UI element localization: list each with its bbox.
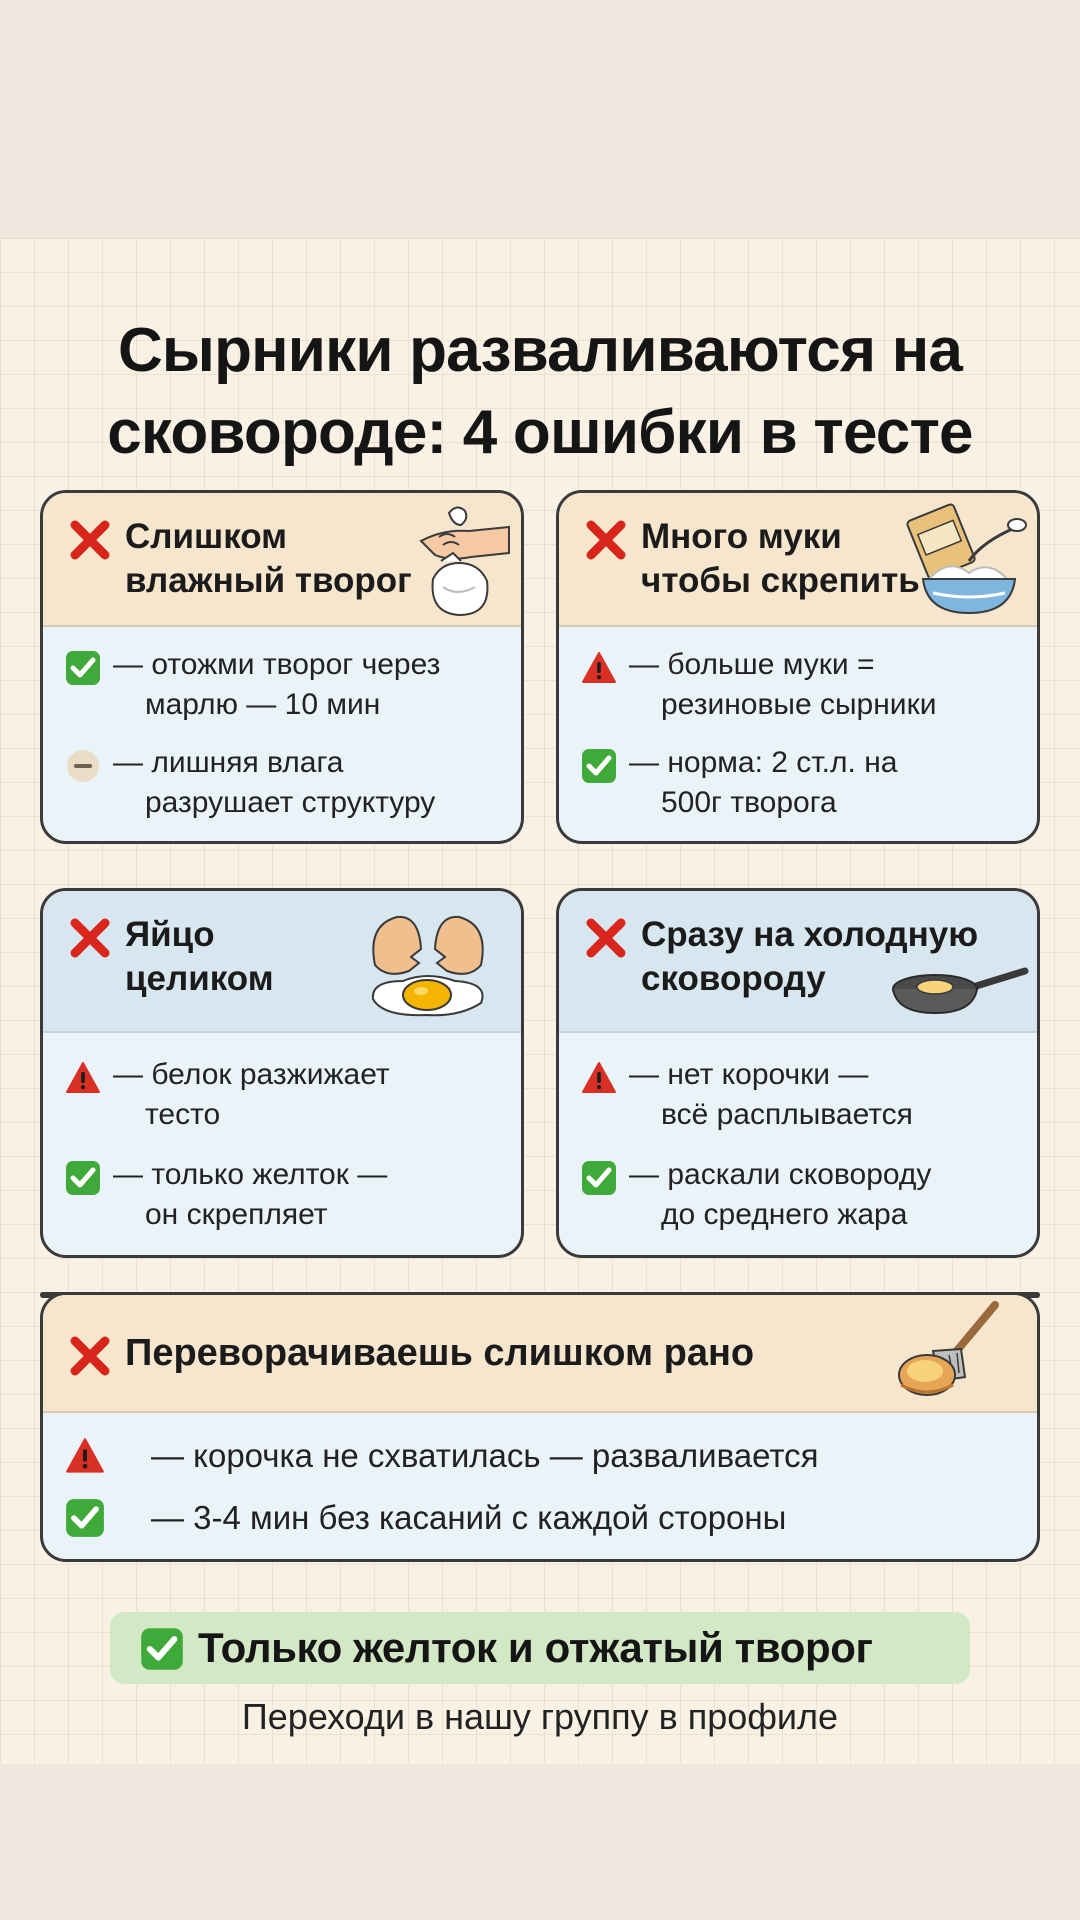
check-icon: [140, 1627, 184, 1671]
mistake-card-too-much-flour: Много муки чтобы скрепить — больше муки = резиновые сырники — норма: 2 ст.л. на 500г творога: [556, 490, 1040, 844]
mistake-card-flip-too-early: [40, 1292, 1040, 1562]
warning-icon: [65, 1060, 101, 1096]
page-title: [40, 310, 1040, 474]
check-icon: [65, 1498, 105, 1538]
check-icon: [581, 748, 617, 784]
title-line-1: Сырники разваливаются на: [117, 316, 963, 385]
card-title: Яйцо целиком: [125, 915, 274, 998]
card-header: [43, 891, 521, 1033]
card-header: [43, 1295, 1037, 1413]
footer-call-to-action: Переходи в нашу группу в профиле: [241, 1696, 839, 1737]
error-x-icon: [583, 517, 629, 563]
card-title: Много муки чтобы скрепить: [641, 517, 920, 600]
check-icon: [65, 650, 101, 686]
hand-squeezing-cheesecloth-icon: [413, 501, 513, 619]
cracked-egg-icon: [363, 905, 493, 1021]
tip-row: — 3-4 мин без касаний с каждой стороны: [65, 1495, 1017, 1541]
card-title: Переворачиваешь слишком рано: [125, 1332, 755, 1374]
card-title: Слишком влажный творог: [125, 517, 412, 600]
warning-icon: [581, 1060, 617, 1096]
mistake-card-cold-pan: Сразу на холодную сковороду — нет корочки — всё расплывается — раскали сковороду до среднего жара: [556, 888, 1040, 1258]
warning-icon: [581, 650, 617, 686]
card-header: [559, 891, 1037, 1033]
summary-banner: [110, 1612, 970, 1684]
mistake-card-whole-egg: Яйцо целиком — белок разжижает тесто — только желток — он скрепляет: [40, 888, 524, 1258]
card-header: [559, 493, 1037, 627]
check-icon: [65, 1160, 101, 1196]
mistake-card-wet-curd: Слишком влажный творог — отожми творог через марлю — 10 мин — лишняя влага разрушает структуру: [40, 490, 524, 844]
card-header: [43, 493, 521, 627]
card-title: Сразу на холодную сковороду: [641, 915, 979, 998]
summary-text: Только желток и отжатый творог: [198, 1624, 873, 1671]
minus-icon: [65, 748, 101, 784]
spatula-pancake-icon: [883, 1299, 1013, 1411]
error-x-icon: [67, 915, 113, 961]
warning-icon: [65, 1436, 105, 1476]
flour-bowl-icon: [899, 501, 1029, 619]
tip-row: — корочка не схватилась — разваливается: [65, 1433, 1017, 1479]
title-line-2: сковороде: 4 ошибки в тесте: [107, 398, 973, 467]
frying-pan-icon: [889, 963, 1029, 1023]
error-x-icon: [583, 915, 629, 961]
check-icon: [581, 1160, 617, 1196]
error-x-icon: [67, 1333, 113, 1379]
error-x-icon: [67, 517, 113, 563]
